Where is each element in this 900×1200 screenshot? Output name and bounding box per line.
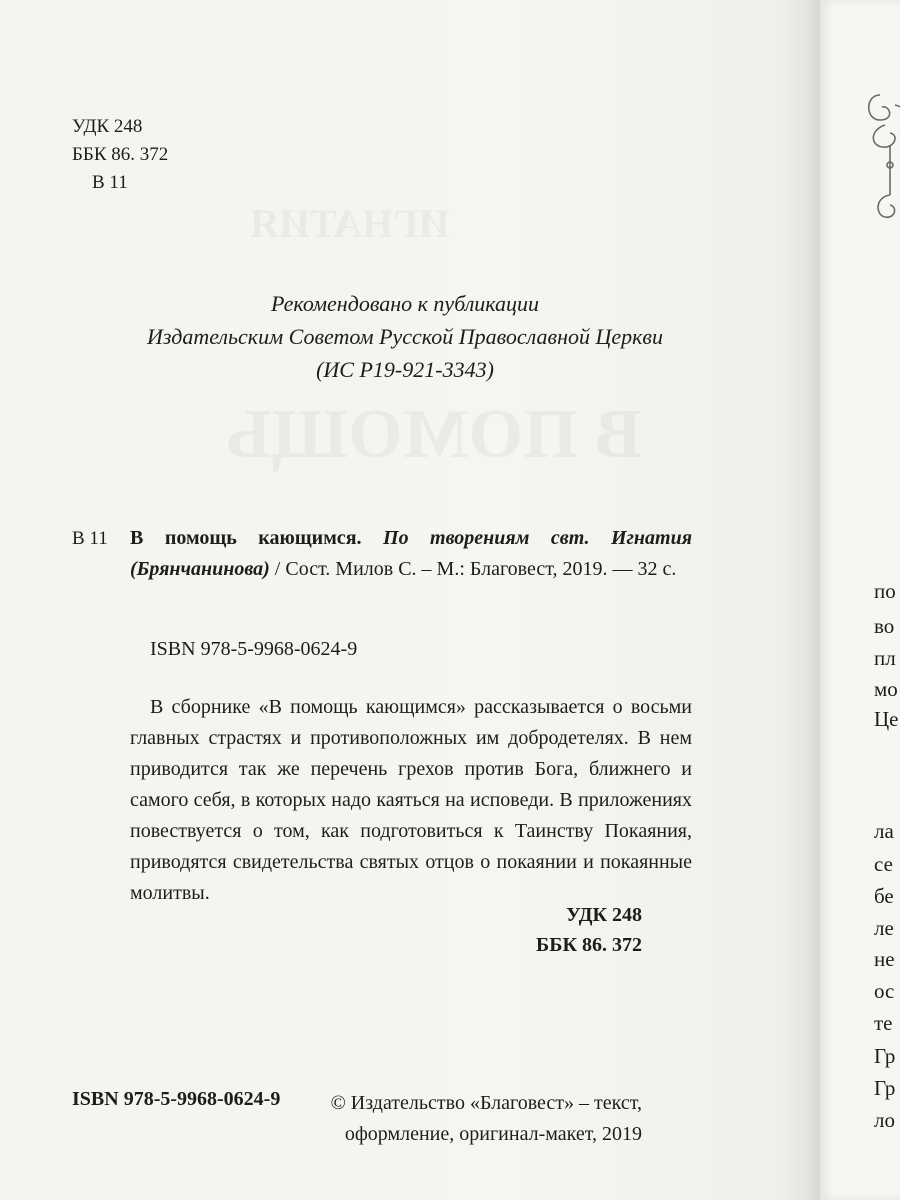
record-isbn: ISBN 978-5-9968-0624-9 xyxy=(150,638,358,660)
bibliographic-record xyxy=(130,523,692,585)
bleed-through-lines xyxy=(250,200,450,247)
adjacent-page-fragment: бе xyxy=(874,884,894,908)
book-subtitle: По творениям свт. Игнатия (Брянчанинова) xyxy=(130,527,693,580)
bbk-code-bold: ББК 86. 372 xyxy=(536,934,642,956)
adjacent-page-fragment: ла xyxy=(874,819,894,843)
header-codes xyxy=(72,113,168,197)
recommendation-line-3: (ИС Р19-921-3343) xyxy=(316,357,494,382)
adjacent-page-fragment: Це xyxy=(874,707,899,731)
adjacent-page-fragment: се xyxy=(874,852,893,876)
adjacent-page-fragment: мо xyxy=(874,677,898,701)
book-title: В помощь кающимся. xyxy=(130,527,362,549)
adjacent-page-fragment: пл xyxy=(874,646,896,670)
publication-recommendation xyxy=(60,287,750,386)
adjacent-page-fragment: по xyxy=(874,579,896,603)
author-mark: В 11 xyxy=(92,172,128,193)
udk-code: УДК 248 xyxy=(72,116,143,137)
ornament-icon xyxy=(860,85,900,235)
adjacent-page-fragment: ле xyxy=(874,916,894,940)
adjacent-page-fragment: те xyxy=(874,1011,893,1035)
bbk-code: ББК 86. 372 xyxy=(72,144,169,165)
adjacent-page-fragment: Гр xyxy=(874,1044,896,1068)
bleed-through-title xyxy=(225,395,642,475)
isbn-footer: ISBN 978-5-9968-0624-9 xyxy=(72,1088,281,1110)
recommendation-line-1: Рекомендовано к публикации xyxy=(270,291,540,316)
copyright-notice xyxy=(331,1088,642,1150)
copyright-line-1: © Издательство «Благовест» – текст, xyxy=(330,1092,642,1114)
adjacent-page-fragment: ос xyxy=(874,979,895,1003)
copyright-line-2: оформление, оригинал-макет, 2019 xyxy=(344,1123,642,1145)
recommendation-line-2: Издательским Советом Русской Православной Церкви xyxy=(147,324,663,349)
udk-code-bold: УДК 248 xyxy=(566,904,642,926)
adjacent-page-fragment: ло xyxy=(874,1108,895,1132)
book-gutter-shadow xyxy=(780,0,820,1200)
adjacent-page xyxy=(820,0,900,1200)
classification-codes xyxy=(536,900,642,960)
book-abstract: В сборнике «В помощь кающимся» рассказывается о восьми главных страстях и противоположных им добродетелях. В нем приводится так же перечень грехов против Бога, ближнего и самого себя, в которых надо каяться на исповеди. В приложениях повествуется о том, как подготовиться к Таинству Покаяния, приводятся свидетельства святых отцов о покаянии и покаянные молитвы. xyxy=(130,696,692,904)
publication-details: / Сост. Милов С. – М.: Благовест, 2019. — 32 с. xyxy=(269,558,677,580)
adjacent-page-fragment: не xyxy=(874,947,895,971)
adjacent-page-fragment: во xyxy=(874,614,895,638)
adjacent-page-fragment: Гр xyxy=(874,1076,896,1100)
record-author-mark: В 11 xyxy=(72,528,108,549)
